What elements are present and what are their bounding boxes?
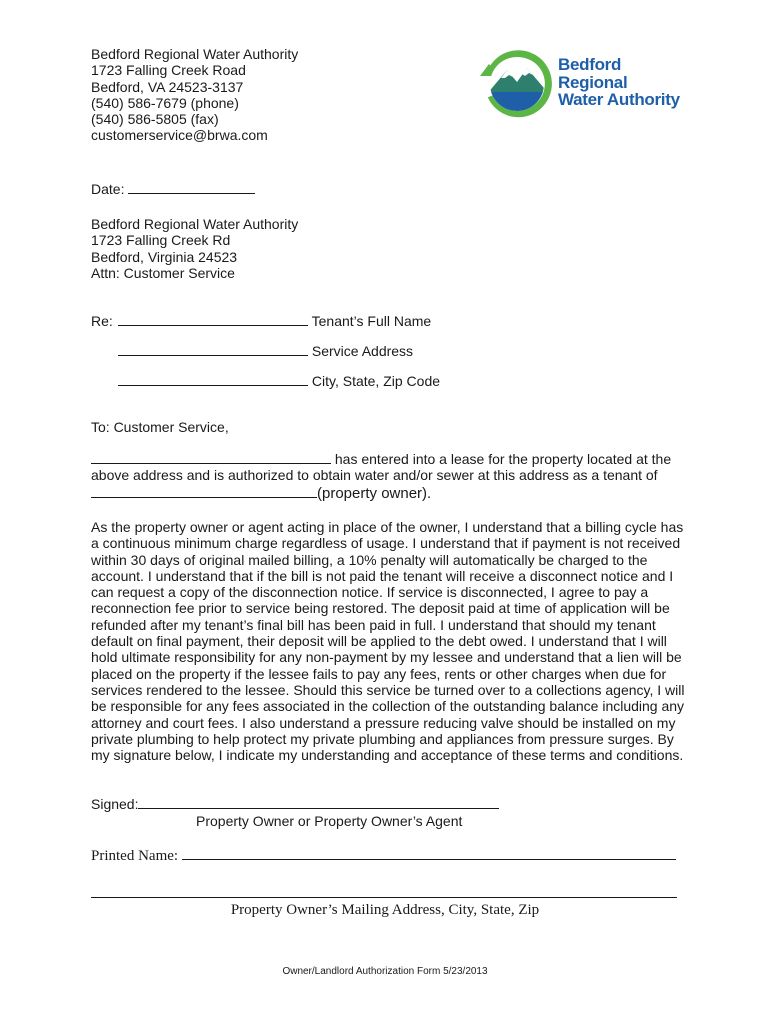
recipient-city: Bedford, Virginia 24523 xyxy=(91,248,238,265)
logo-line2: Regional xyxy=(558,72,628,92)
date-blank[interactable] xyxy=(128,181,255,194)
recipient-attn: Attn: Customer Service xyxy=(91,264,235,281)
intro-line1 xyxy=(91,451,671,467)
terms-line: default on final payment, their deposit will be applied to the debt owed. I understand that I will xyxy=(91,633,667,650)
signed-row xyxy=(91,796,499,812)
mailing-address-caption: Property Owner’s Mailing Address, City, State, Zip xyxy=(230,902,540,918)
logo-line1: Bedford xyxy=(558,55,622,74)
logo-wordmark xyxy=(558,56,680,109)
city-state-zip-blank[interactable] xyxy=(118,373,308,386)
sender-phone: (540) 586-7679 (phone) xyxy=(91,94,239,111)
re-city-row xyxy=(118,373,440,389)
salutation: To: Customer Service, xyxy=(91,419,229,435)
service-address-blank[interactable] xyxy=(118,343,308,356)
sender-email: customerservice@brwa.com xyxy=(91,127,268,144)
terms-line: services rendered to the lessee. Should this service be turned over to a collections agency, I will xyxy=(91,681,685,698)
signature-caption: Property Owner or Property Owner’s Agent xyxy=(196,813,463,829)
terms-paragraph xyxy=(91,519,683,763)
printed-name-row xyxy=(91,847,676,865)
signed-label: Signed: xyxy=(91,796,139,812)
terms-line: hold ultimate responsibility for any non-payment by my lessee and understand that a lien will be xyxy=(91,649,682,666)
intro-part2: above address and is authorized to obtain water and/or sewer at this address as a tenant of xyxy=(91,467,658,483)
tenant-name-label: Tenant’s Full Name xyxy=(311,313,432,329)
sender-name: Bedford Regional Water Authority xyxy=(91,46,299,62)
tenant-name-blank[interactable] xyxy=(118,313,308,326)
service-address-label: Service Address xyxy=(311,343,414,359)
terms-line: a continuous minimum charge regardless of usage. I understand that if payment is not received xyxy=(91,535,681,552)
intro-part3: (property owner). xyxy=(317,485,432,502)
terms-line: As the property owner or agent acting in place of the owner, I understand that a billing cycle has xyxy=(91,519,684,535)
terms-line: attorney and court fees. I also understand a pressure reducing valve should be installed on my xyxy=(91,714,676,731)
intro-line3 xyxy=(91,485,431,502)
re-tenant-name-row xyxy=(118,313,431,329)
form-footer: Owner/Landlord Authorization Form 5/23/2013 xyxy=(282,966,488,977)
terms-line: account. I understand that if the bill is not paid the tenant will receive a disconnect notice and I xyxy=(91,567,674,584)
signature-blank[interactable] xyxy=(138,796,499,809)
recipient-name: Bedford Regional Water Authority xyxy=(91,216,299,232)
date-label: Date: xyxy=(91,181,125,197)
logo-emblem-icon xyxy=(477,44,557,124)
sender-address xyxy=(91,46,298,144)
terms-line: refunded after my tenant’s final bill has been paid in full. I understand that should my tenant xyxy=(91,616,656,633)
sender-city: Bedford, VA 24523-3137 xyxy=(91,78,244,95)
terms-line: be responsible for any fees associated in the collection of the outstanding balance including any xyxy=(91,698,685,715)
terms-line: can request a copy of the disconnection notice. If service is disconnected, I agree to pay a xyxy=(91,584,649,601)
printed-name-blank[interactable] xyxy=(182,847,676,860)
sender-fax: (540) 586-5805 (fax) xyxy=(91,111,219,128)
city-state-zip-label: City, State, Zip Code xyxy=(311,373,441,389)
sender-street: 1723 Falling Creek Road xyxy=(91,62,246,79)
terms-line: my signature below, I indicate my understanding and acceptance of these terms and conditions. xyxy=(91,747,684,764)
mailing-address-blank[interactable] xyxy=(91,897,677,898)
printed-name-label: Printed Name: xyxy=(91,848,179,864)
logo-line3: Water Authority xyxy=(558,90,680,109)
re-service-address-row xyxy=(118,343,413,359)
intro-part1: has entered into a lease for the property located at the xyxy=(334,451,672,467)
terms-line: within 30 days of original mailed billing, a 10% penalty will automatically be charged to the xyxy=(91,551,648,568)
date-field xyxy=(91,181,255,197)
tenant-blank[interactable] xyxy=(91,451,331,464)
recipient-street: 1723 Falling Creek Rd xyxy=(91,232,231,249)
recipient-address xyxy=(91,216,298,281)
re-label: Re: xyxy=(91,313,113,329)
brwa-logo xyxy=(477,44,687,124)
terms-line: private plumbing to help protect my private plumbing and appliances from pressure surges. By xyxy=(91,730,674,747)
terms-line: reconnection fee prior to service being restored. The deposit paid at time of application will be xyxy=(91,600,670,617)
terms-line: placed on the property if the lessee fails to pay any fees, rents or other charges when due for xyxy=(91,665,667,682)
owner-blank[interactable] xyxy=(91,485,317,498)
